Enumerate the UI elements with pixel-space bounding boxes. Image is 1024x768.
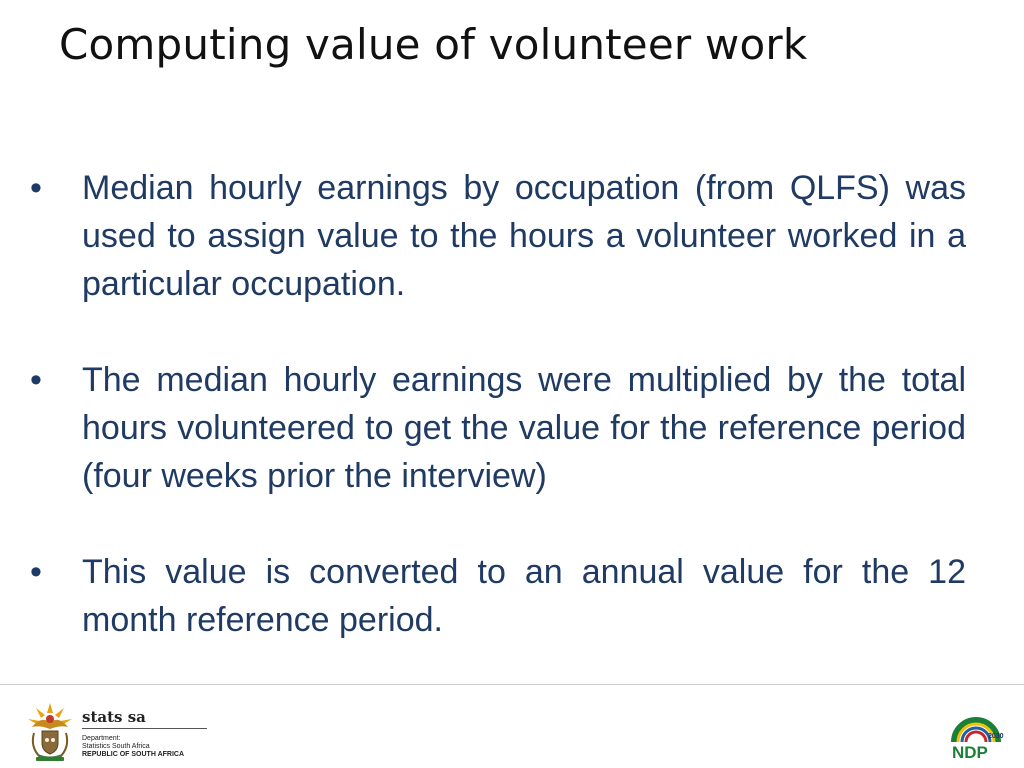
country-line: REPUBLIC OF SOUTH AFRICA — [82, 751, 185, 758]
bullet-text: Median hourly earnings by occupation (from QLFS) was used to assign value to the hours a volunteer worked in a particular occupation. — [82, 169, 966, 303]
ndp-2030-logo-icon — [948, 712, 1004, 762]
bullet-item — [30, 164, 966, 308]
bullet-item — [30, 548, 966, 644]
slide-title: Computing value of volunteer work — [59, 20, 808, 69]
agency-line: Statistics South Africa — [82, 743, 150, 750]
statssa-wordmark — [82, 708, 207, 759]
bullet-marker: • — [30, 553, 42, 591]
org-name: stats sa — [82, 708, 207, 729]
bullet-list — [30, 164, 966, 692]
ndp-year: 2030 — [988, 733, 1004, 740]
ndp-text: NDP — [952, 743, 988, 762]
footer-divider — [0, 684, 1024, 685]
dept-line: Department: — [82, 735, 121, 742]
bullet-marker: • — [30, 169, 42, 207]
coat-of-arms-icon — [22, 697, 78, 763]
bullet-text: This value is converted to an annual value for the 12 month reference period. — [82, 553, 966, 639]
bullet-marker: • — [30, 361, 42, 399]
bullet-text: The median hourly earnings were multiplied by the total hours volunteered to get the value for the reference period (four weeks prior the interview) — [82, 361, 966, 495]
bullet-item — [30, 356, 966, 500]
